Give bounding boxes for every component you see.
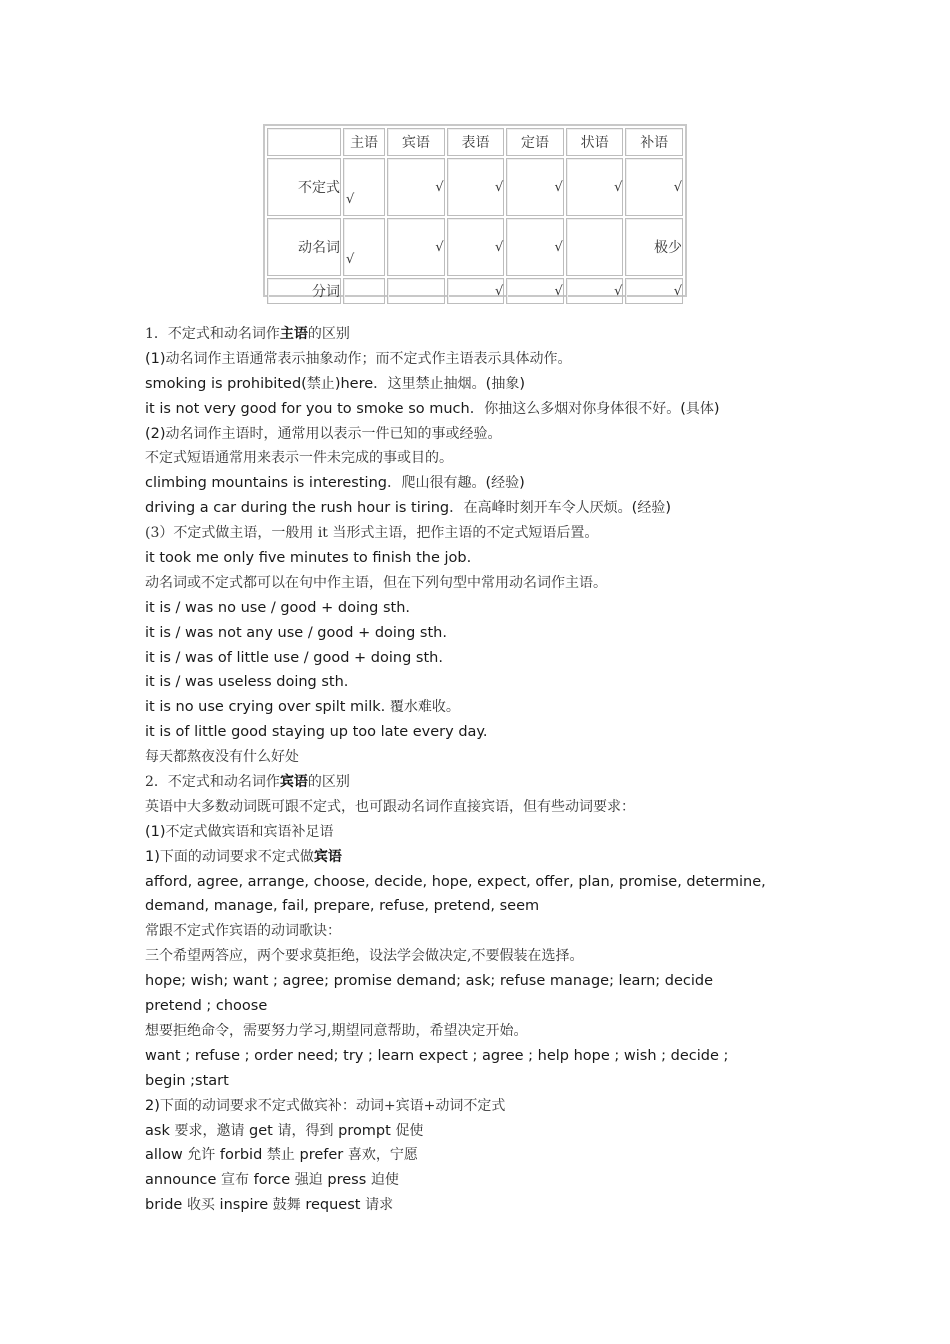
text-segment: 不定式短语通常用来表示一件未完成的事或目的。 — [145, 450, 453, 467]
table-header-cell: 定语 — [506, 128, 564, 156]
text-line — [145, 521, 825, 546]
table-row — [267, 218, 683, 276]
text-segment: it is / was no use / good + doing sth. — [145, 599, 411, 616]
table-row — [267, 278, 683, 304]
text-segment: 常跟不定式作宾语的动词歌诀： — [145, 923, 341, 940]
usage-table — [263, 124, 687, 300]
text-line — [145, 571, 825, 596]
text-line — [145, 422, 825, 447]
text-segment: prefer — [294, 1147, 348, 1164]
text-segment: (2) — [145, 425, 166, 442]
text-segment: 这里禁止抽烟。 — [387, 375, 486, 392]
text-segment: 抽象 — [491, 375, 520, 392]
text-segment: 下面的动词要求不定式做宾补：动词+宾语+动词不定式 — [159, 1097, 506, 1114]
table-row — [267, 158, 683, 216]
table-cell: √ — [506, 218, 564, 276]
text-segment: 下面的动词要求不定式做 — [159, 848, 314, 865]
table-cell: √ — [625, 278, 683, 304]
text-line — [145, 1069, 825, 1094]
table-cell: √ — [387, 218, 445, 276]
text-line — [145, 845, 825, 870]
text-segment: )here． — [334, 375, 388, 392]
table-cell: √ — [566, 278, 624, 304]
table-cell: √ — [447, 158, 505, 216]
text-line — [145, 322, 825, 347]
text-line — [145, 347, 825, 372]
text-segment: it is not very good for you to smoke so much． — [145, 400, 485, 417]
text-segment: 禁止 — [266, 1147, 295, 1164]
text-segment: announce — [145, 1172, 222, 1189]
table-cell: √ — [343, 158, 385, 216]
table-cell: √ — [566, 158, 624, 216]
text-line — [145, 944, 825, 969]
text-segment: inspire — [214, 1197, 273, 1214]
table-cell: √ — [447, 278, 505, 304]
text-segment: it is / was of little use / good + doing sth. — [145, 649, 443, 666]
text-line — [145, 695, 825, 720]
text-line — [145, 1019, 825, 1044]
text-segment: afford, agree, arrange, choose, decide, hope, expect, offer, plan, promise, determine, — [145, 873, 766, 890]
text-segment: 1．不定式和动名词作 — [145, 326, 280, 342]
text-segment: request — [300, 1197, 366, 1214]
table-cell: √ — [387, 158, 445, 216]
text-segment: (1) — [145, 823, 166, 840]
text-segment: 强迫 — [294, 1172, 323, 1189]
text-segment: 经验 — [637, 500, 666, 517]
text-segment: 每天都熬夜没有什么好处 — [145, 749, 299, 766]
text-segment: driving a car during the rush hour is tiring． — [145, 500, 464, 517]
text-segment: 的区别 — [307, 774, 350, 791]
table-cell — [566, 218, 624, 276]
text-segment: get — [244, 1122, 278, 1139]
text-line — [145, 745, 825, 770]
text-segment: 请求 — [365, 1197, 394, 1214]
table-header-cell: 状语 — [566, 128, 624, 156]
body-text — [145, 322, 825, 1218]
text-line — [145, 720, 825, 745]
text-line — [145, 1143, 825, 1168]
text-line — [145, 795, 825, 820]
text-segment: begin ;start — [145, 1072, 229, 1089]
text-segment: it is of little good staying up too late every day. — [145, 724, 488, 741]
table-cell: √ — [506, 158, 564, 216]
text-line — [145, 546, 825, 571]
text-segment: 允许 — [187, 1147, 216, 1164]
text-segment: it is / was useless doing sth. — [145, 674, 349, 691]
bold-term: 主语 — [279, 326, 308, 342]
text-line — [145, 1044, 825, 1069]
text-segment: demand, manage, fail, prepare, refuse, pretend, seem — [145, 898, 540, 915]
table-cell: √ — [506, 278, 564, 304]
text-segment: 的区别 — [307, 326, 350, 342]
text-segment: press — [322, 1172, 371, 1189]
table-cell: √ — [625, 158, 683, 216]
text-segment: 鼓舞 — [272, 1197, 301, 1214]
text-line — [145, 670, 825, 695]
row-label: 分词 — [267, 278, 341, 304]
text-segment: it took me only five minutes to finish the job. — [145, 550, 472, 567]
text-segment: pretend ; choose — [145, 998, 268, 1015]
text-segment: ) — [665, 500, 671, 517]
table-cell: √ — [343, 218, 385, 276]
text-segment: force — [249, 1172, 295, 1189]
text-line — [145, 770, 825, 795]
text-segment: ( — [631, 500, 638, 517]
text-segment: 动名词或不定式都可以在句中作主语，但在下列句型中常用动名词作主语。 — [145, 574, 607, 591]
text-segment: 喜欢，宁愿 — [347, 1147, 418, 1164]
text-segment: 动名词作主语通常表示抽象动作；而不定式作主语表示具体动作。 — [165, 350, 572, 367]
text-line — [145, 596, 825, 621]
table-cell: √ — [447, 218, 505, 276]
text-segment: 在高峰时刻开车令人厌烦。 — [463, 500, 632, 517]
text-line — [145, 496, 825, 521]
text-segment: smoking is prohibited( — [145, 375, 307, 392]
text-line — [145, 1094, 825, 1119]
text-segment: 请，得到 — [277, 1122, 334, 1139]
table-header-cell: 补语 — [625, 128, 683, 156]
row-label: 不定式 — [267, 158, 341, 216]
text-line — [145, 1193, 825, 1218]
text-segment: 经验 — [491, 475, 520, 492]
text-segment: 不定式做宾语和宾语补足语 — [165, 823, 334, 840]
text-segment: 2．不定式和动名词作 — [145, 774, 280, 791]
text-segment: 覆水难收。 — [389, 699, 460, 716]
table-cell — [387, 278, 445, 304]
table-cell — [343, 278, 385, 304]
text-segment: ( — [485, 475, 492, 492]
table-header-cell: 主语 — [343, 128, 385, 156]
table-header-row — [267, 128, 683, 156]
text-line — [145, 1168, 825, 1193]
text-segment: ( — [680, 400, 686, 417]
text-line — [145, 870, 825, 895]
text-segment: 三个希望两答应，两个要求莫拒绝，设法学会做决定,不要假装在选择。 — [145, 948, 584, 965]
table-header-cell: 表语 — [447, 128, 505, 156]
text-segment: forbid — [215, 1147, 267, 1164]
text-segment: climbing mountains is interesting． — [145, 475, 402, 492]
text-segment: 促使 — [395, 1122, 424, 1139]
text-segment: (1) — [145, 350, 166, 367]
usage-grid — [265, 126, 685, 306]
bold-term: 宾语 — [279, 774, 308, 791]
text-line — [145, 1119, 825, 1144]
text-line — [145, 994, 825, 1019]
text-segment: ) — [713, 400, 720, 417]
text-segment: ) — [519, 375, 525, 392]
text-line — [145, 820, 825, 845]
text-segment: 你抽这么多烟对你身体很不好。 — [484, 400, 681, 417]
text-line — [145, 646, 825, 671]
table-header-cell: 宾语 — [387, 128, 445, 156]
text-line — [145, 397, 825, 422]
text-segment: 迫使 — [370, 1172, 399, 1189]
text-line — [145, 919, 825, 944]
text-line — [145, 446, 825, 471]
text-line — [145, 894, 825, 919]
text-segment: 动名词作主语时，通常用以表示一件已知的事或经验。 — [165, 425, 502, 442]
text-segment: 收买 — [186, 1197, 215, 1214]
text-segment: want ; refuse ; order need; try ; learn expect ; agree ; help hope ; wish ; decide ; — [145, 1047, 729, 1064]
text-line — [145, 471, 825, 496]
text-segment: 1) — [145, 848, 160, 865]
text-segment: ) — [519, 475, 525, 492]
text-segment: 禁止 — [306, 375, 335, 392]
text-segment: ( — [485, 375, 492, 392]
row-label: 动名词 — [267, 218, 341, 276]
text-segment: prompt — [333, 1122, 396, 1139]
table-header-cell — [267, 128, 341, 156]
text-segment: 英语中大多数动词既可跟不定式，也可跟动名词作直接宾语，但有些动词要求： — [145, 798, 635, 815]
text-segment: ask — [145, 1122, 175, 1139]
text-segment: 爬山很有趣。 — [401, 475, 486, 492]
text-segment: 宣布 — [221, 1172, 250, 1189]
text-segment: bride — [145, 1197, 187, 1214]
text-line — [145, 621, 825, 646]
table-cell: 极少 — [625, 218, 683, 276]
text-segment: it is no use crying over spilt milk. — [145, 699, 390, 716]
text-segment: hope; wish; want ; agree; promise demand; ask; refuse manage; learn; decide — [145, 973, 714, 990]
text-segment: allow — [145, 1147, 188, 1164]
bold-term: 宾语 — [313, 848, 342, 865]
text-segment: 想要拒绝命令，需要努力学习,期望同意帮助，希望决定开始。 — [145, 1022, 528, 1039]
text-segment: 2) — [145, 1097, 160, 1114]
text-segment: it is / was not any use / good + doing sth. — [145, 624, 447, 641]
text-segment: (3）不定式做主语，一般用 it 当形式主语，把作主语的不定式短语后置。 — [145, 525, 599, 542]
text-line — [145, 372, 825, 397]
text-segment: 要求，邀请 — [174, 1122, 245, 1139]
text-line — [145, 969, 825, 994]
text-segment: 具体 — [685, 400, 714, 417]
